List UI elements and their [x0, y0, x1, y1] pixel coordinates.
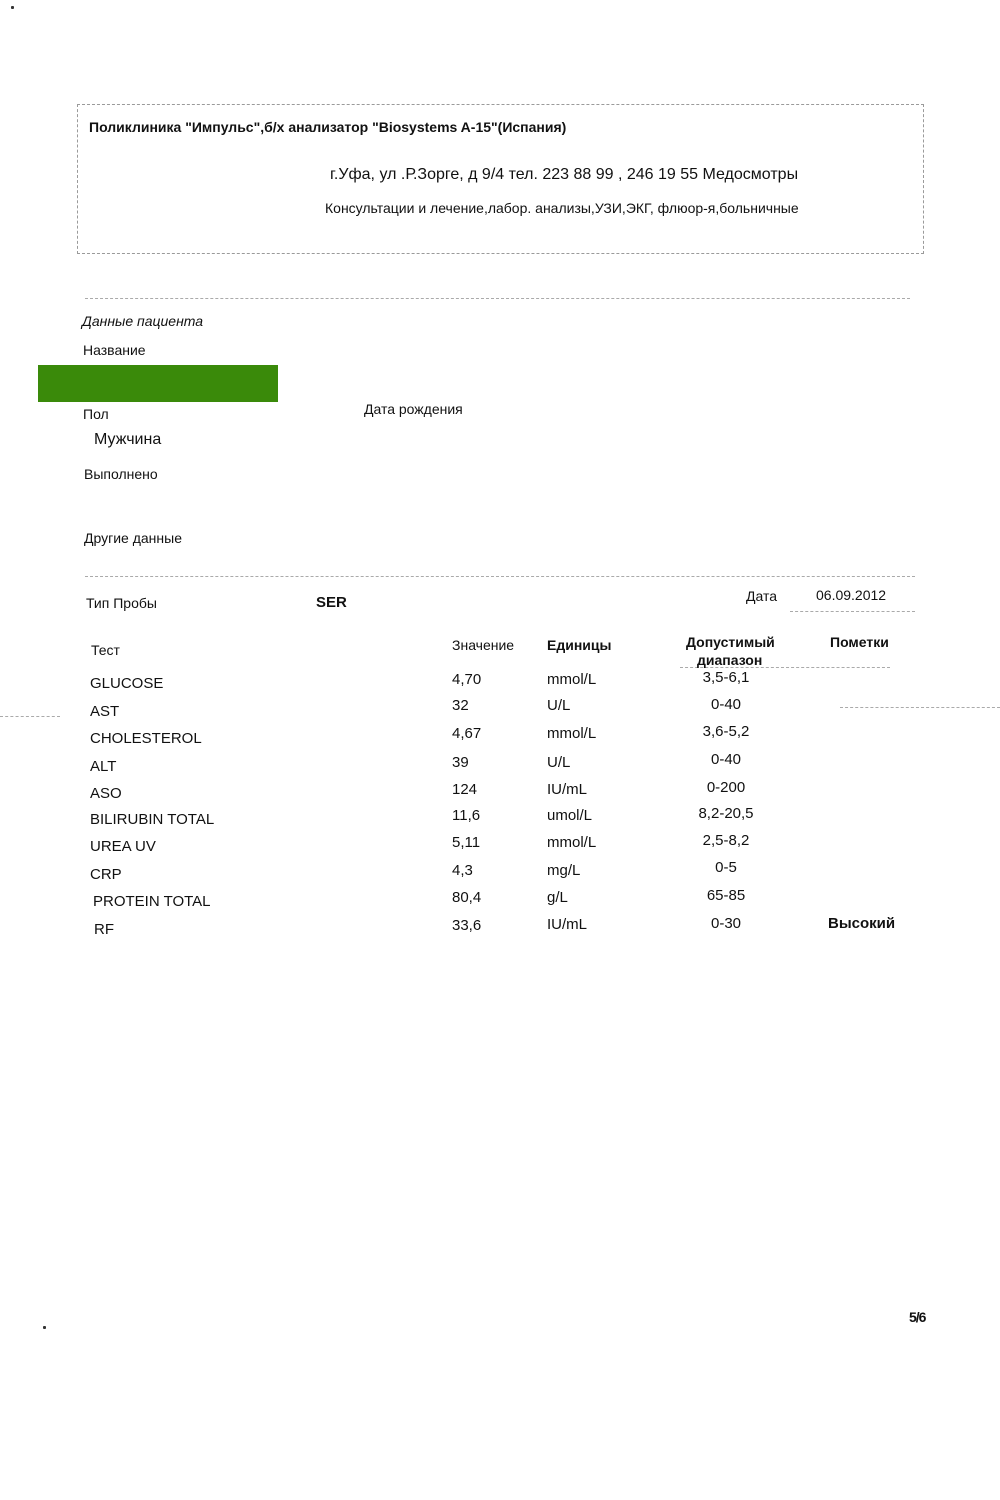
- test-unit: mmol/L: [547, 671, 597, 688]
- table-row: [0, 723, 1000, 756]
- scan-speck: [43, 1326, 46, 1329]
- test-unit: mg/L: [547, 862, 581, 879]
- col-header-value: Значение: [452, 637, 515, 653]
- date-value: 06.09.2012: [816, 587, 887, 603]
- patient-section-title: Данные пациента: [82, 313, 204, 329]
- table-row: [0, 832, 1000, 864]
- test-unit: umol/L: [547, 807, 593, 824]
- dob-label: Дата рождения: [364, 401, 463, 417]
- test-unit: IU/mL: [547, 781, 588, 798]
- test-value: 32: [452, 697, 469, 714]
- col-header-range-line2: диапазон: [697, 652, 763, 668]
- test-unit: U/L: [547, 697, 571, 714]
- test-unit: g/L: [547, 889, 568, 906]
- sex-label: Пол: [83, 406, 109, 422]
- scan-speck: [11, 6, 14, 9]
- performed-label: Выполнено: [84, 466, 158, 482]
- name-redaction: [38, 365, 278, 402]
- test-value: 4,3: [452, 862, 473, 879]
- test-name: GLUCOSE: [90, 675, 164, 692]
- test-name: ALT: [90, 758, 117, 775]
- table-row: [0, 859, 1000, 892]
- test-range: 0-200: [706, 779, 746, 796]
- page-number: 5/6: [909, 1309, 926, 1325]
- table-row: [0, 751, 1000, 784]
- separator-line: [85, 576, 915, 577]
- test-unit: IU/mL: [547, 916, 588, 933]
- test-unit: mmol/L: [547, 834, 597, 851]
- test-range: 0-30: [710, 915, 742, 932]
- test-range: 65-85: [706, 887, 746, 904]
- table-row: [0, 805, 1000, 837]
- test-name: BILIRUBIN TOTAL: [90, 811, 215, 828]
- test-flag: Высокий: [828, 915, 896, 932]
- test-name: PROTEIN TOTAL: [93, 893, 211, 910]
- table-row: [0, 669, 1000, 701]
- clinic-address: г.Уфа, ул .Р.Зорге, д 9/4 тел. 223 88 99 , 246 19 55 Медосмотры: [330, 166, 799, 183]
- sample-type-value: SER: [316, 594, 347, 611]
- col-header-notes: Пометки: [830, 634, 889, 650]
- clinic-services: Консультации и лечение,лабор. анализы,УЗИ,ЭКГ, флюор-я,больничные: [325, 200, 799, 216]
- test-value: 11,6: [452, 807, 481, 824]
- sex-value: Мужчина: [94, 431, 162, 448]
- sample-type-label: Тип Пробы: [86, 595, 157, 611]
- test-value: 33,6: [452, 917, 482, 934]
- separator-line: [85, 298, 910, 299]
- test-range: 0-40: [710, 751, 742, 768]
- col-header-units: Единицы: [547, 637, 612, 653]
- date-underline: [790, 611, 915, 612]
- test-name: AST: [90, 703, 120, 720]
- test-value: 80,4: [452, 889, 482, 906]
- other-data-label: Другие данные: [84, 530, 182, 546]
- name-label: Название: [83, 342, 146, 358]
- date-label: Дата: [746, 588, 778, 604]
- test-name: ASO: [90, 785, 122, 802]
- test-range: 0-40: [710, 696, 742, 713]
- test-range: 3,6-5,2: [702, 723, 750, 740]
- test-range: 0-5: [715, 859, 737, 876]
- test-name: RF: [94, 921, 114, 938]
- test-range: 8,2-20,5: [698, 805, 754, 822]
- test-name: CHOLESTEROL: [90, 730, 202, 747]
- test-range: 3,5-6,1: [702, 669, 750, 686]
- test-value: 124: [452, 781, 478, 798]
- test-unit: U/L: [547, 754, 571, 771]
- table-row: [0, 915, 1000, 947]
- test-value: 4,70: [452, 671, 482, 688]
- clinic-title: Поликлиника "Импульс",б/х анализатор "Biosystems A-15"(Испания): [89, 119, 567, 135]
- test-unit: mmol/L: [547, 725, 597, 742]
- col-header-range-line1: Допустимый: [686, 634, 775, 650]
- test-value: 39: [452, 754, 469, 771]
- test-value: 5,11: [452, 834, 481, 851]
- test-range: 2,5-8,2: [702, 832, 750, 849]
- table-row: [0, 696, 1000, 729]
- col-header-test: Тест: [91, 642, 120, 658]
- test-name: CRP: [90, 866, 122, 883]
- table-row: [0, 779, 1000, 811]
- test-name: UREA UV: [90, 838, 156, 855]
- test-value: 4,67: [452, 725, 482, 742]
